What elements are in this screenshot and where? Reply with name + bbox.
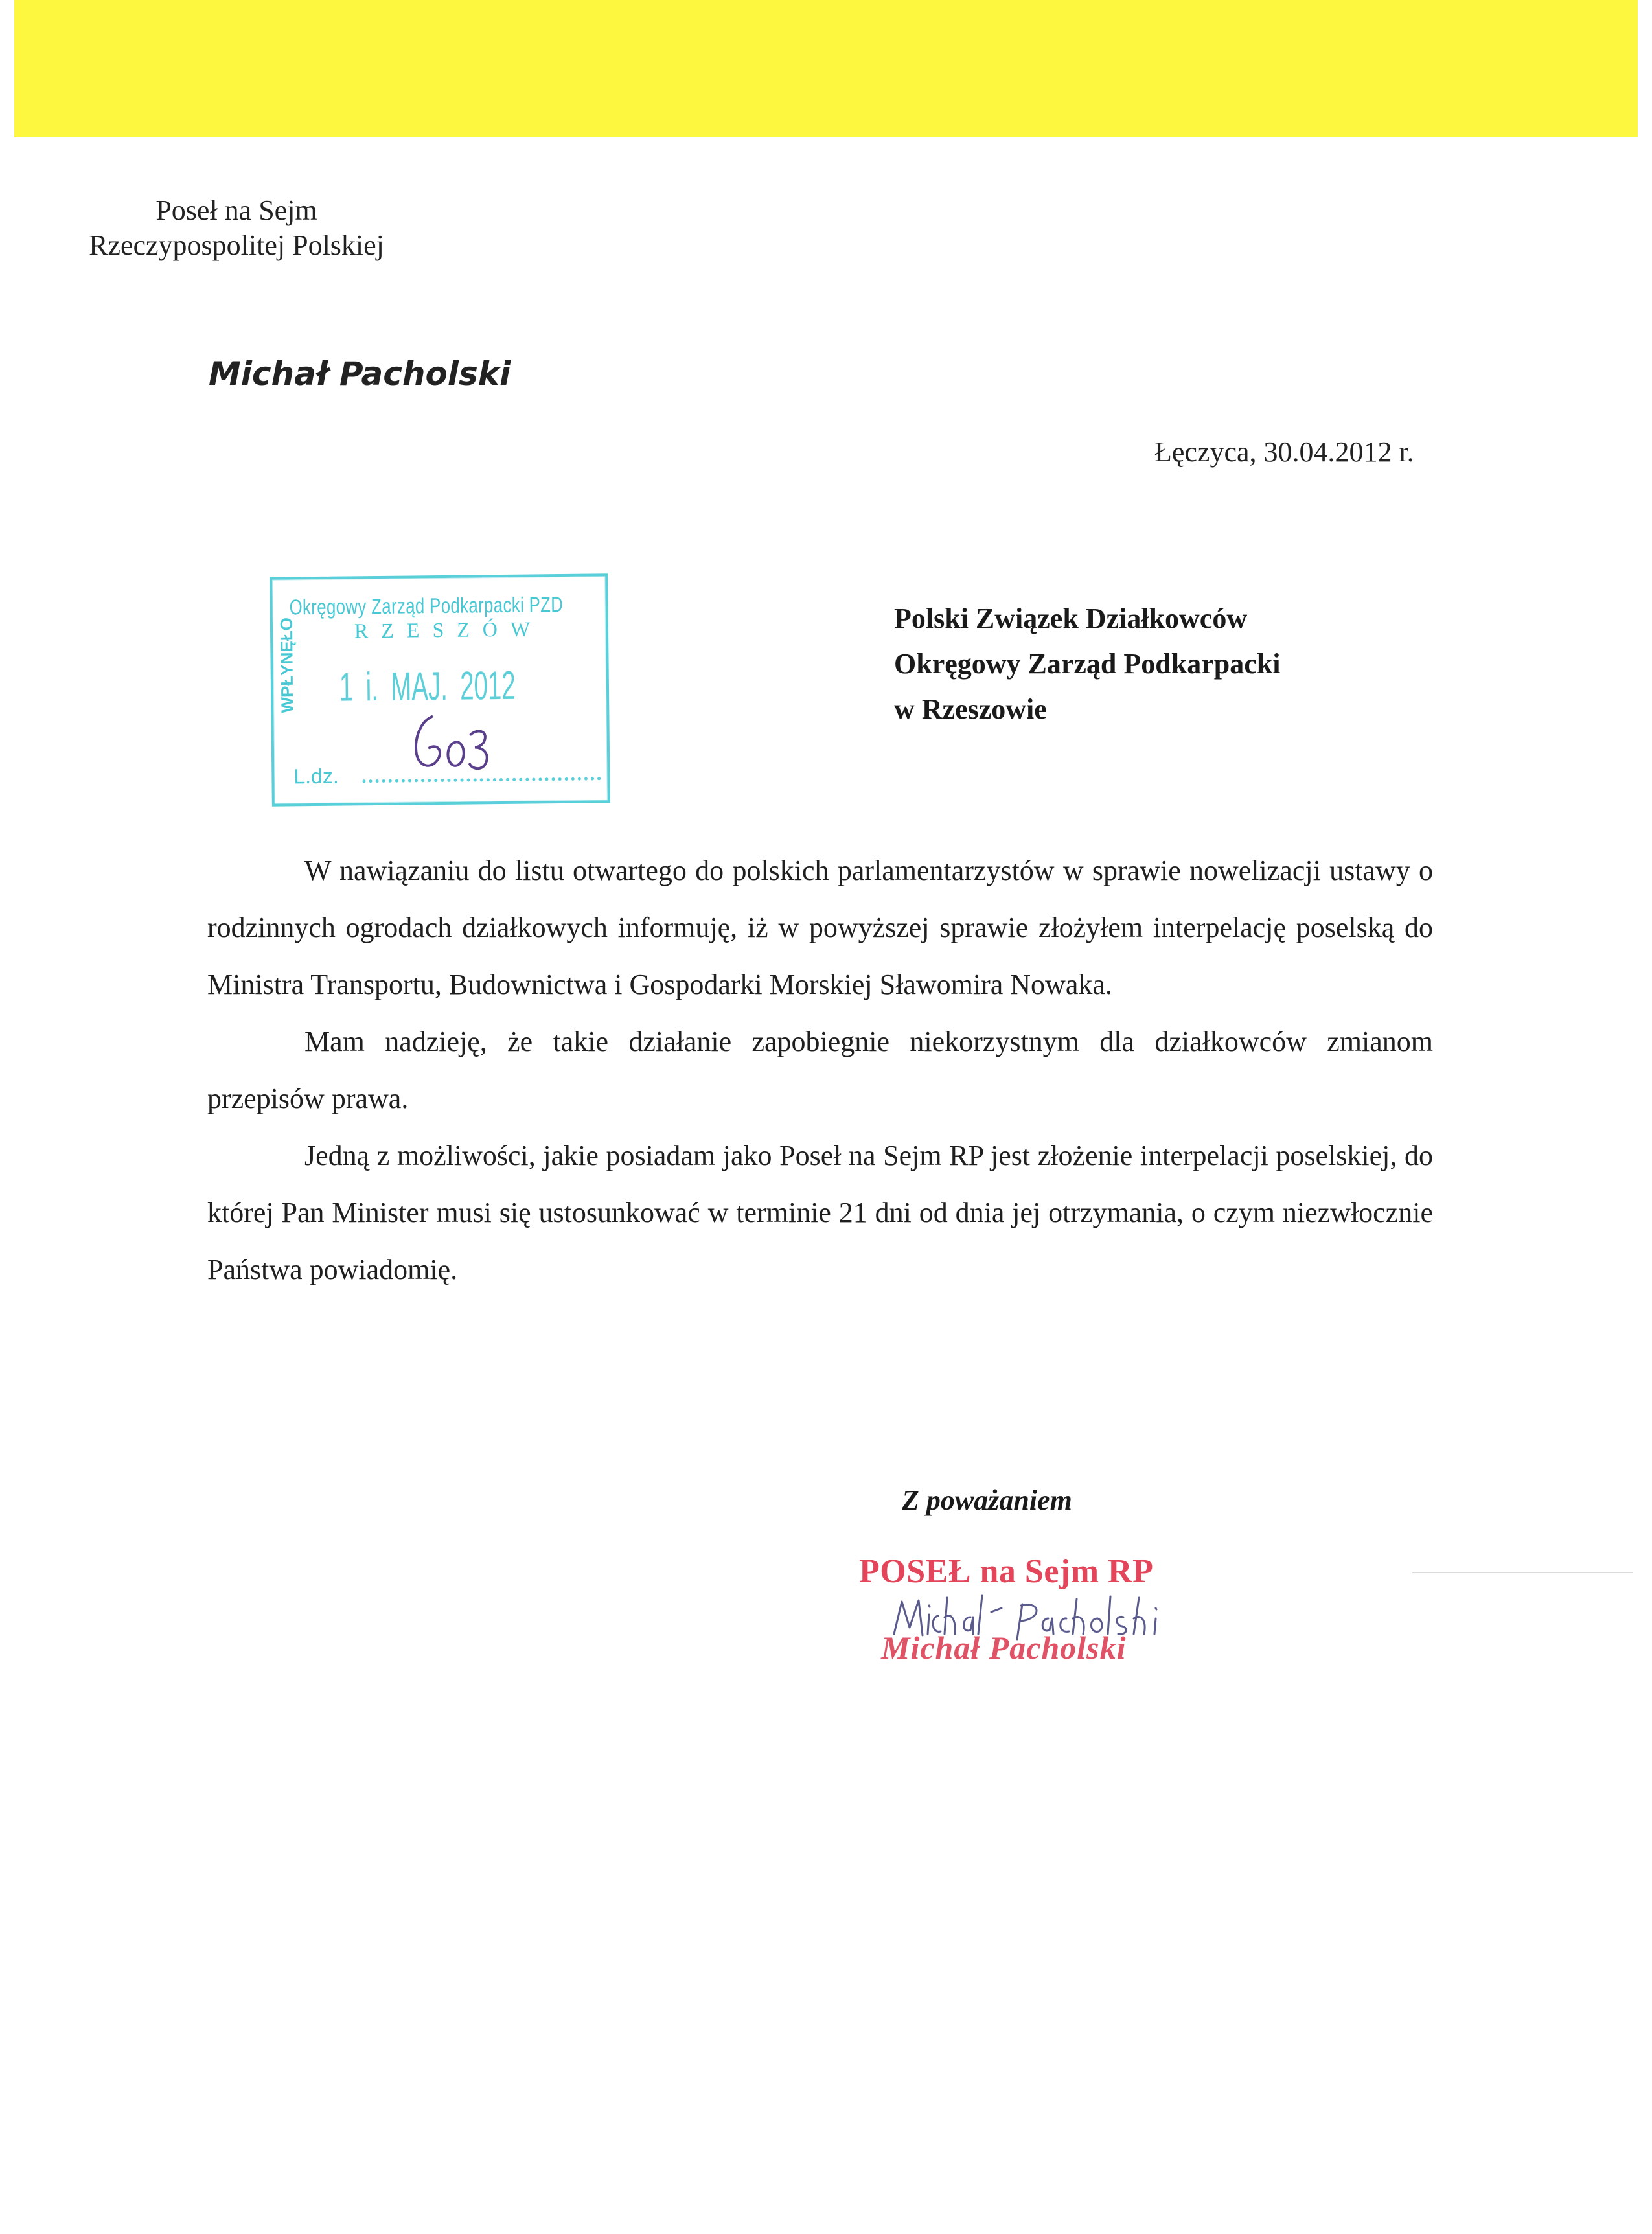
recipient-line3: w Rzeszowie	[894, 693, 1047, 725]
body-paragraph-3: Jedną z możliwości, jakie posiadam jako Poseł na Sejm RP jest złożenie interpelacji poselskiej, do której Pan Minister musi się ustosunkować w terminie 21 dni od dnia jej otrzymania, o czym niezwłocznie Państwa powiadomię.	[207, 1140, 1433, 1285]
faint-scan-line	[1412, 1572, 1633, 1573]
body-paragraph-2: Mam nadzieję, że takie działanie zapobiegnie niekorzystnym dla działkowców zmianom przepisów prawa.	[207, 1026, 1433, 1114]
stamp-city: RZESZÓW	[354, 617, 544, 643]
sender-name: Michał Pacholski	[209, 355, 511, 393]
recipient-line1: Polski Związek Działkowców	[894, 603, 1248, 634]
sender-title-line2: Rzeczypospolitej Polskiej	[89, 229, 384, 261]
closing-salutation: Z poważaniem	[902, 1484, 1072, 1516]
stamp-date: 1 i. MAJ. 2012	[339, 663, 516, 710]
stamp-handwritten-ref-number	[406, 704, 503, 783]
sender-title-line1: Poseł na Sejm	[155, 194, 317, 226]
stamp-organization: Okręgowy Zarząd Podkarpacki PZD	[289, 592, 564, 619]
stamp-received-label: WPŁYNĘŁO	[276, 617, 297, 713]
recipient-line2: Okręgowy Zarząd Podkarpacki	[894, 648, 1281, 680]
body-paragraph-1: W nawiązaniu do listu otwartego do polskich parlamentarzystów w sprawie nowelizacji ustawy o rodzinnych ogrodach działkowych informuję, iż w powyższej sprawie złożyłem interpelację poselską do Ministra Transportu, Budownictwa i Gospodarki Morskiej Sławomira Nowaka.	[207, 855, 1433, 1000]
yellow-header-band	[14, 0, 1638, 137]
incoming-mail-stamp	[270, 573, 610, 806]
signature-stamp-title: POSEŁ na Sejm RP	[859, 1553, 1154, 1590]
place-date: Łęczyca, 30.04.2012 r.	[1154, 436, 1414, 468]
recipient-address	[894, 596, 1280, 732]
letter-body	[207, 842, 1433, 1298]
stamp-ref-label: L.dz.	[293, 764, 339, 789]
signature-stamp-name: Michał Pacholski	[881, 1629, 1127, 1666]
